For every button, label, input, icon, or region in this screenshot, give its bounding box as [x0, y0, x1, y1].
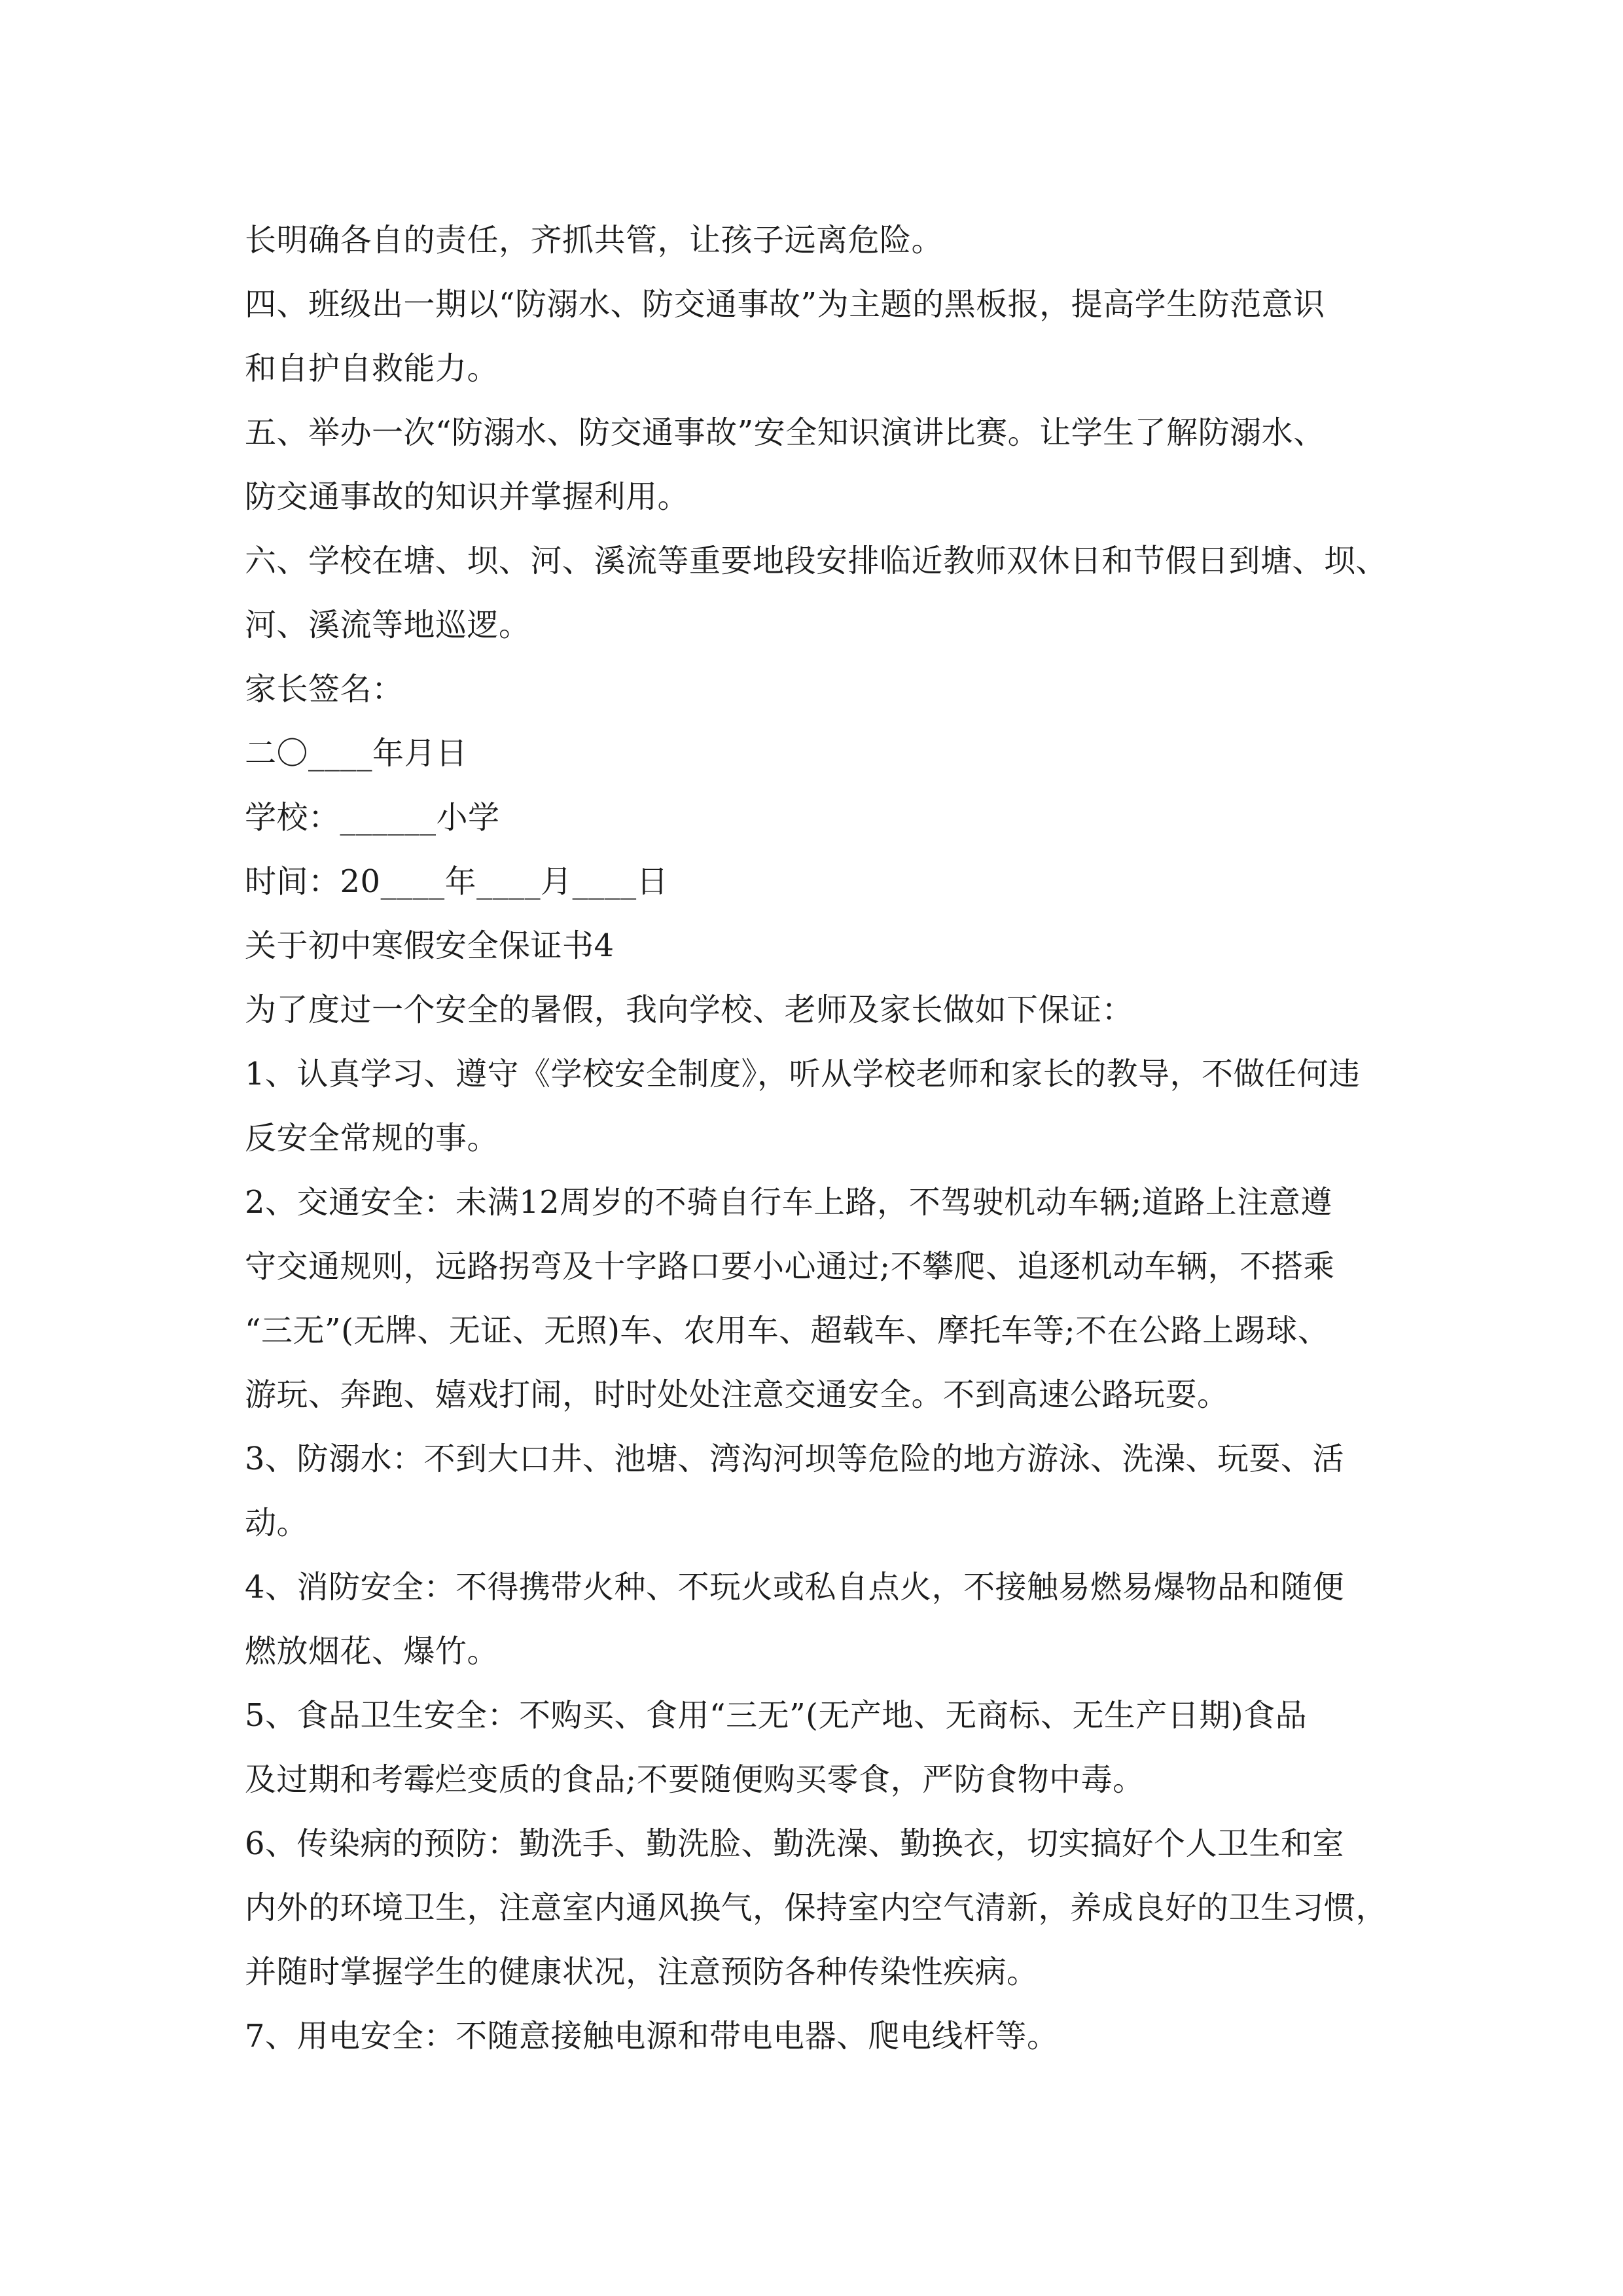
text-line: 并随时掌握学生的健康状况，注意预防各种传染性疾病。 — [245, 1954, 1039, 1990]
text-line: 3、防溺水：不到大口井、池塘、湾沟河坝等危险的地方游泳、洗澡、玩耍、活 — [245, 1441, 1345, 1477]
text-line: 6、传染病的预防：勤洗手、勤洗脸、勤洗澡、勤换衣，切实搞好个人卫生和室 — [245, 1825, 1345, 1862]
text-line: 为了度过一个安全的暑假，我向学校、老师及家长做如下保证： — [245, 992, 1134, 1028]
document-body — [245, 208, 1388, 2068]
text-line: “三无”(无牌、无证、无照)车、农用车、超载车、摩托车等;不在公路上踢球、 — [245, 1312, 1330, 1349]
text-line: 4、消防安全：不得携带火种、不玩火或私自点火，不接触易燃易爆物品和随便 — [245, 1569, 1345, 1605]
text-line: 5、食品卫生安全：不购买、食用“三无”(无产地、无商标、无生产日期)食品 — [245, 1697, 1308, 1734]
text-line: 长明确各自的责任，齐抓共管，让孩子远离危险。 — [245, 222, 944, 259]
text-line: 河、溪流等地巡逻。 — [245, 607, 531, 643]
text-line: 四、班级出一期以“防溺水、防交通事故”为主题的黑板报，提高学生防范意识 — [245, 286, 1325, 323]
text-line: 五、举办一次“防溺水、防交通事故”安全知识演讲比赛。让学生了解防溺水、 — [245, 414, 1325, 451]
text-line: 2、交通安全：未满12周岁的不骑自行车上路，不驾驶机动车辆;道路上注意遵 — [245, 1184, 1332, 1221]
text-line: 7、用电安全：不随意接触电源和带电电器、爬电线杆等。 — [245, 2018, 1059, 2054]
date-line: 二〇____年月日 — [245, 735, 468, 772]
text-line: 及过期和考霉烂变质的食品;不要随便购买零食，严防食物中毒。 — [245, 1761, 1145, 1798]
text-line: 动。 — [245, 1505, 309, 1541]
text-line: 六、学校在塘、坝、河、溪流等重要地段安排临近教师双休日和节假日到塘、坝、 — [245, 543, 1388, 579]
text-line: 守交通规则，远路拐弯及十字路口要小心通过;不攀爬、追逐机动车辆，不搭乘 — [245, 1248, 1335, 1285]
text-line: 燃放烟花、爆竹。 — [245, 1633, 499, 1670]
text-line: 1、认真学习、遵守《学校安全制度》，听从学校老师和家长的教导，不做任何违 — [245, 1056, 1361, 1092]
text-line: 和自护自救能力。 — [245, 350, 499, 387]
text-line: 防交通事故的知识并掌握利用。 — [245, 478, 690, 515]
text-line: 反安全常规的事。 — [245, 1120, 499, 1157]
text-line: 游玩、奔跑、嬉戏打闹，时时处处注意交通安全。不到高速公路玩耍。 — [245, 1376, 1229, 1413]
text-line: 内外的环境卫生，注意室内通风换气，保持室内空气清新，养成良好的卫生习惯， — [245, 1890, 1388, 1926]
school-line: 学校：______小学 — [245, 799, 500, 836]
parent-signature-label: 家长签名： — [245, 671, 404, 708]
section-title: 关于初中寒假安全保证书4 — [245, 927, 615, 964]
time-line: 时间：20____年____月____日 — [245, 863, 669, 900]
